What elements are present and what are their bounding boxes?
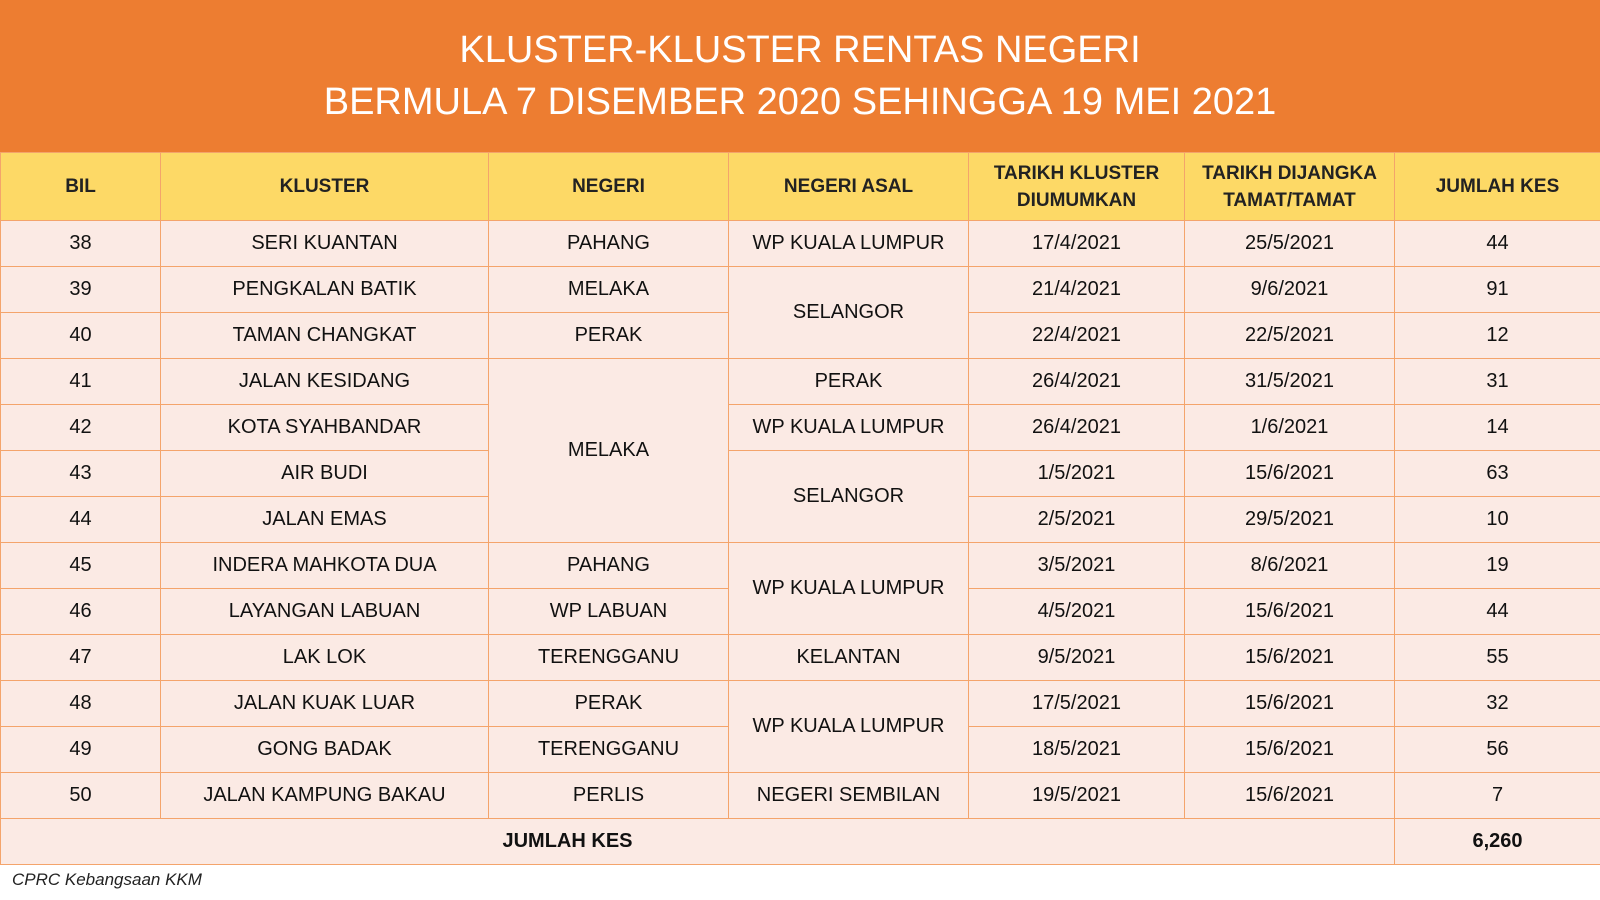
cell-kluster: AIR BUDI: [161, 451, 489, 497]
cell-negeri: MELAKA: [489, 359, 729, 543]
table-row: [1, 405, 1600, 451]
cell-negeri-asal: SELANGOR: [729, 267, 969, 359]
header-tarikh-diumumkan: [969, 153, 1185, 221]
table-row: [1, 543, 1600, 589]
cell-bil: 50: [1, 773, 161, 819]
cell-negeri-asal: WP KUALA LUMPUR: [729, 681, 969, 773]
cell-jumlah-kes: 14: [1395, 405, 1600, 451]
cell-tarikh-diumumkan: 1/5/2021: [969, 451, 1185, 497]
cluster-table: [0, 152, 1600, 865]
table-row: [1, 221, 1600, 267]
cell-negeri-asal: PERAK: [729, 359, 969, 405]
cell-bil: 46: [1, 589, 161, 635]
cell-tarikh-diumumkan: 26/4/2021: [969, 405, 1185, 451]
cell-bil: 38: [1, 221, 161, 267]
table-row: [1, 773, 1600, 819]
cell-negeri-asal: WP KUALA LUMPUR: [729, 221, 969, 267]
header-tarikh-tamat-line-1: TARIKH DIJANGKA: [1202, 162, 1377, 184]
cell-tarikh-diumumkan: 4/5/2021: [969, 589, 1185, 635]
cell-negeri: PAHANG: [489, 543, 729, 589]
cell-kluster: JALAN KUAK LUAR: [161, 681, 489, 727]
total-row: [1, 819, 1600, 865]
cell-bil: 42: [1, 405, 161, 451]
total-value: 6,260: [1395, 819, 1600, 865]
title-line-2: BERMULA 7 DISEMBER 2020 SEHINGGA 19 MEI 2021: [323, 81, 1277, 123]
cell-negeri: PAHANG: [489, 221, 729, 267]
cell-tarikh-diumumkan: 21/4/2021: [969, 267, 1185, 313]
cell-tarikh-tamat: 22/5/2021: [1185, 313, 1395, 359]
cell-kluster: JALAN KAMPUNG BAKAU: [161, 773, 489, 819]
cell-tarikh-tamat: 31/5/2021: [1185, 359, 1395, 405]
cell-tarikh-tamat: 9/6/2021: [1185, 267, 1395, 313]
table-row: [1, 359, 1600, 405]
cell-tarikh-tamat: 29/5/2021: [1185, 497, 1395, 543]
cell-negeri-asal: SELANGOR: [729, 451, 969, 543]
cell-jumlah-kes: 55: [1395, 635, 1600, 681]
cell-tarikh-tamat: 15/6/2021: [1185, 635, 1395, 681]
cell-kluster: PENGKALAN BATIK: [161, 267, 489, 313]
cell-tarikh-tamat: 15/6/2021: [1185, 451, 1395, 497]
cell-negeri-asal: WP KUALA LUMPUR: [729, 543, 969, 635]
header-tarikh-diumumkan-line-1: TARIKH KLUSTER: [993, 162, 1160, 184]
cell-tarikh-tamat: 8/6/2021: [1185, 543, 1395, 589]
cell-jumlah-kes: 10: [1395, 497, 1600, 543]
cell-tarikh-diumumkan: 26/4/2021: [969, 359, 1185, 405]
table-row: [1, 635, 1600, 681]
source-note: CPRC Kebangsaan KKM: [12, 870, 202, 889]
cell-bil: 47: [1, 635, 161, 681]
cell-jumlah-kes: 19: [1395, 543, 1600, 589]
cell-bil: 49: [1, 727, 161, 773]
cell-tarikh-diumumkan: 2/5/2021: [969, 497, 1185, 543]
header-bil: BIL: [1, 153, 161, 221]
header-tarikh-diumumkan-line-2: DIUMUMKAN: [1016, 189, 1137, 211]
cell-jumlah-kes: 56: [1395, 727, 1600, 773]
cell-negeri-asal: NEGERI SEMBILAN: [729, 773, 969, 819]
cell-tarikh-diumumkan: 9/5/2021: [969, 635, 1185, 681]
cell-jumlah-kes: 63: [1395, 451, 1600, 497]
cell-tarikh-diumumkan: 17/5/2021: [969, 681, 1185, 727]
cell-tarikh-tamat: 15/6/2021: [1185, 773, 1395, 819]
cell-negeri-asal: KELANTAN: [729, 635, 969, 681]
cell-kluster: JALAN KESIDANG: [161, 359, 489, 405]
cell-bil: 45: [1, 543, 161, 589]
cell-kluster: LAK LOK: [161, 635, 489, 681]
cell-kluster: TAMAN CHANGKAT: [161, 313, 489, 359]
header-kluster: KLUSTER: [161, 153, 489, 221]
cell-jumlah-kes: 32: [1395, 681, 1600, 727]
cell-tarikh-tamat: 1/6/2021: [1185, 405, 1395, 451]
cell-negeri: MELAKA: [489, 267, 729, 313]
cell-tarikh-diumumkan: 3/5/2021: [969, 543, 1185, 589]
cell-negeri: PERLIS: [489, 773, 729, 819]
cell-tarikh-diumumkan: 18/5/2021: [969, 727, 1185, 773]
header-tarikh-tamat-line-2: TAMAT/TAMAT: [1223, 189, 1356, 211]
table-row: [1, 451, 1600, 497]
cell-bil: 44: [1, 497, 161, 543]
cell-negeri: PERAK: [489, 681, 729, 727]
header-tarikh-tamat: [1185, 153, 1395, 221]
cell-kluster: LAYANGAN LABUAN: [161, 589, 489, 635]
cell-bil: 43: [1, 451, 161, 497]
cell-tarikh-tamat: 25/5/2021: [1185, 221, 1395, 267]
total-label: JUMLAH KES: [1, 819, 1395, 865]
cell-tarikh-diumumkan: 22/4/2021: [969, 313, 1185, 359]
cell-bil: 41: [1, 359, 161, 405]
cell-kluster: GONG BADAK: [161, 727, 489, 773]
cell-tarikh-diumumkan: 17/4/2021: [969, 221, 1185, 267]
cell-kluster: KOTA SYAHBANDAR: [161, 405, 489, 451]
cell-negeri: WP LABUAN: [489, 589, 729, 635]
cell-kluster: INDERA MAHKOTA DUA: [161, 543, 489, 589]
cell-tarikh-tamat: 15/6/2021: [1185, 589, 1395, 635]
cell-jumlah-kes: 91: [1395, 267, 1600, 313]
header-negeri-asal: NEGERI ASAL: [729, 153, 969, 221]
cell-jumlah-kes: 12: [1395, 313, 1600, 359]
cell-jumlah-kes: 44: [1395, 589, 1600, 635]
cell-kluster: SERI KUANTAN: [161, 221, 489, 267]
cell-tarikh-tamat: 15/6/2021: [1185, 681, 1395, 727]
cell-jumlah-kes: 31: [1395, 359, 1600, 405]
cell-jumlah-kes: 44: [1395, 221, 1600, 267]
cell-tarikh-tamat: 15/6/2021: [1185, 727, 1395, 773]
cell-jumlah-kes: 7: [1395, 773, 1600, 819]
header-negeri: NEGERI: [489, 153, 729, 221]
cell-bil: 48: [1, 681, 161, 727]
cell-negeri: TERENGGANU: [489, 635, 729, 681]
cell-negeri-asal: WP KUALA LUMPUR: [729, 405, 969, 451]
cell-negeri: TERENGGANU: [489, 727, 729, 773]
header-row: [1, 153, 1600, 221]
table-row: [1, 681, 1600, 727]
cell-bil: 40: [1, 313, 161, 359]
cell-bil: 39: [1, 267, 161, 313]
cell-kluster: JALAN EMAS: [161, 497, 489, 543]
cell-negeri: PERAK: [489, 313, 729, 359]
header-jumlah-kes: JUMLAH KES: [1395, 153, 1600, 221]
cell-tarikh-diumumkan: 19/5/2021: [969, 773, 1185, 819]
title-line-1: KLUSTER-KLUSTER RENTAS NEGERI: [459, 29, 1141, 71]
table-row: [1, 267, 1600, 313]
title-banner: [0, 0, 1600, 152]
